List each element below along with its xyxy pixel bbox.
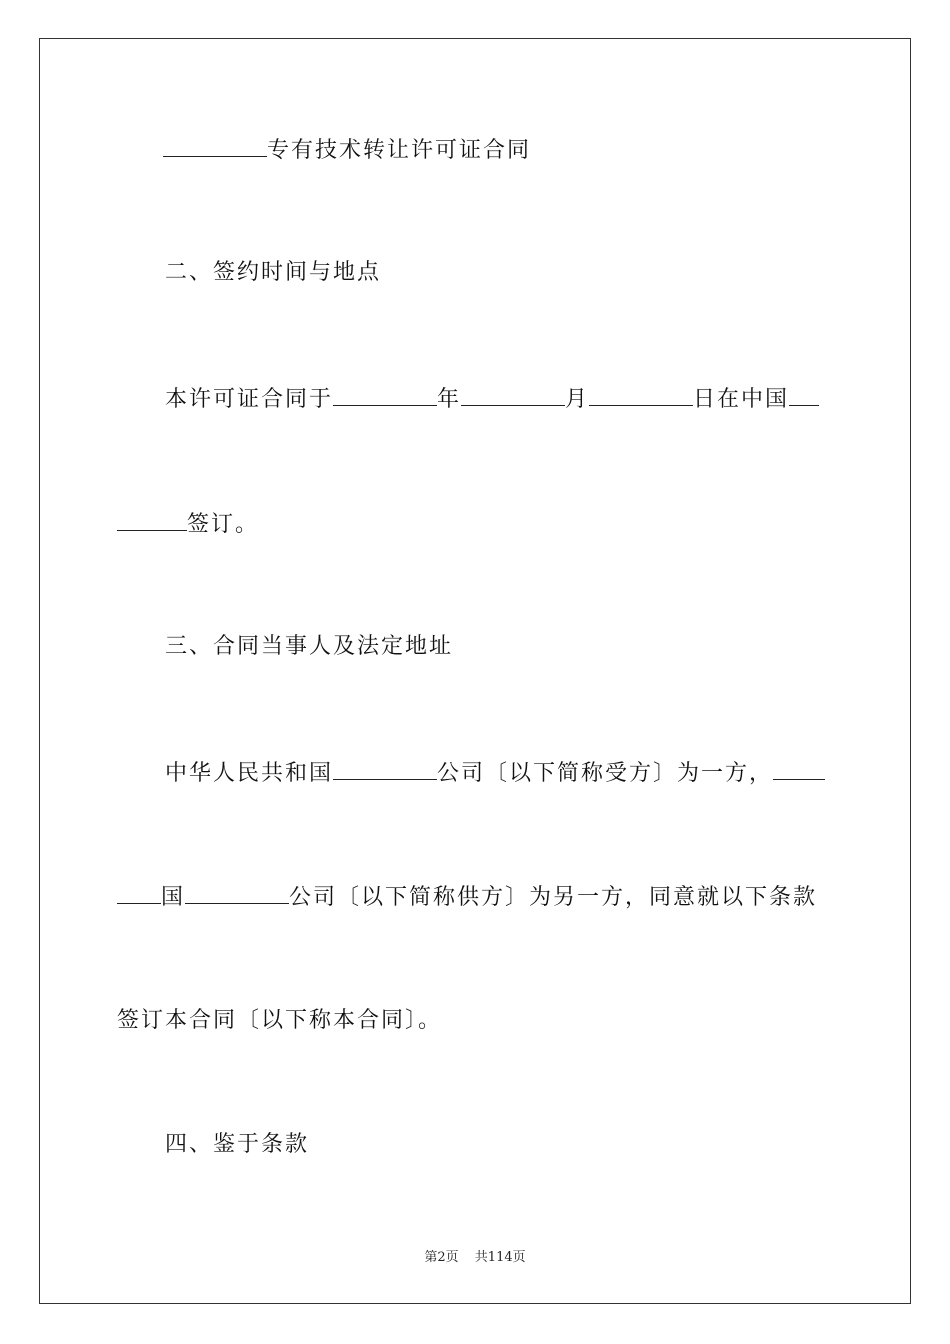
text-fragment: 年 [437,387,462,412]
text-fragment: 日在中国 [693,387,790,412]
section3-para-line3: 签订本合同〔以下称本合同〕。 [117,1008,443,1033]
year-blank[interactable] [333,383,437,406]
day-blank[interactable] [589,383,693,406]
text-fragment: 签订。 [187,512,260,537]
contract-title [163,134,531,166]
section2-para-line1 [165,383,819,415]
text-fragment: 国 [161,885,186,910]
section2-heading: 二、签约时间与地点 [165,260,382,285]
supplier-company-blank[interactable] [185,881,289,904]
section3-para-line2 [117,881,817,913]
section2-para-line2 [117,508,259,540]
supplier-country-blank-start[interactable] [773,757,825,780]
page-footer [0,1246,950,1265]
place-blank-start[interactable] [789,383,819,406]
text-fragment: 本许可证合同于 [165,387,334,412]
section3-heading: 三、合同当事人及法定地址 [165,634,454,659]
section3-para-line1 [165,757,825,789]
text-fragment: 公司〔以下简称受方〕为一方， [437,761,774,786]
page-border [39,38,911,1304]
receiver-company-blank[interactable] [333,757,437,780]
title-blank[interactable] [163,134,267,157]
place-blank-end[interactable] [117,508,187,531]
page-current: 第2页 [424,1250,459,1265]
text-fragment: 月 [565,387,590,412]
section4-heading: 四、鉴于条款 [165,1132,310,1157]
page-total: 共114页 [474,1250,526,1265]
supplier-country-blank-end[interactable] [117,881,161,904]
text-fragment: 公司〔以下简称供方〕为另一方，同意就以下条款 [289,885,818,910]
text-fragment: 中华人民共和国 [165,761,334,786]
month-blank[interactable] [461,383,565,406]
title-text: 专有技术转让许可证合同 [267,138,532,163]
